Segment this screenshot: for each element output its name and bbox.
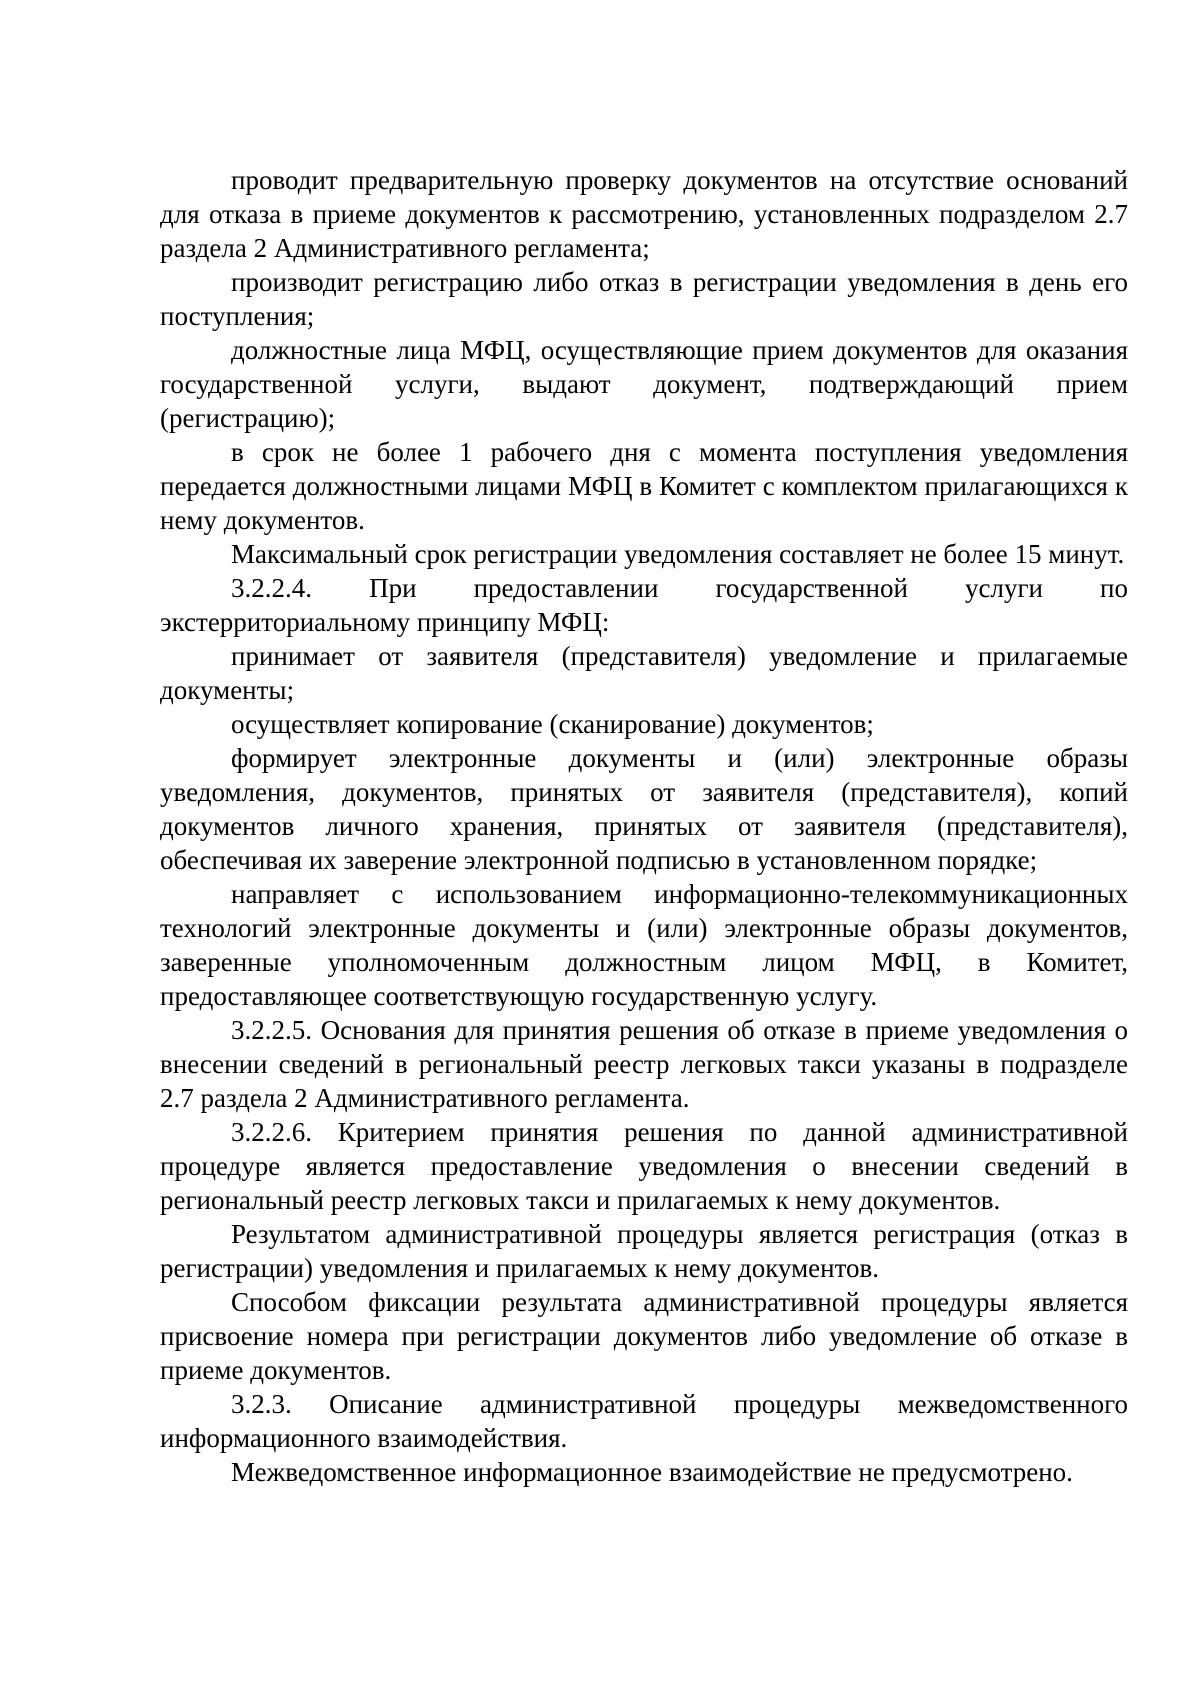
document-page (160, 163, 1128, 1489)
paragraph: Способом фиксации результата административной процедуры является присвоение номера при регистрации документов либо уведомление об отказе в приеме документов. (160, 1287, 1128, 1385)
paragraph: 3.2.2.4. При предоставлении государственной услуги по экстерриториальному принципу МФЦ: (160, 573, 1128, 637)
paragraph: должностные лица МФЦ, осуществляющие прием документов для оказания государственной услуги, выдают документ, подтверждающий прием (регистрацию); (160, 335, 1128, 433)
paragraph: направляет с использованием информационно-телекоммуникационных технологий электронные документы и (или) электронные образы документов, заверенные уполномоченным должностным лицом МФЦ, в Комитет, предоставляющее соответствующую государственную услугу. (160, 879, 1128, 1011)
paragraph: производит регистрацию либо отказ в регистрации уведомления в день его поступления; (160, 267, 1128, 331)
paragraph: формирует электронные документы и (или) электронные образы уведомления, документов, принятых от заявителя (представителя), копий документов личного хранения, принятых от заявителя (представителя), обеспечивая их заверение электронной подписью в установленном порядке; (160, 743, 1128, 875)
paragraph: Результатом административной процедуры является регистрация (отказ в регистрации) уведомления и прилагаемых к нему документов. (160, 1219, 1128, 1283)
paragraph: 3.2.2.6. Критерием принятия решения по данной административной процедуре является предоставление уведомления о внесении сведений в региональный реестр легковых такси и прилагаемых к нему документов. (160, 1117, 1128, 1215)
paragraph: осуществляет копирование (сканирование) документов; (231, 709, 874, 739)
paragraph: Максимальный срок регистрации уведомления составляет не более 15 минут. (231, 539, 1125, 569)
paragraph: проводит предварительную проверку документов на отсутствие оснований для отказа в приеме документов к рассмотрению, установленных подразделом 2.7 раздела 2 Административного регламента; (160, 165, 1128, 263)
paragraph: в срок не более 1 рабочего дня с момента поступления уведомления передается должностными лицами МФЦ в Комитет с комплектом прилагающихся к нему документов. (160, 437, 1128, 535)
paragraph: Межведомственное информационное взаимодействие не предусмотрено. (231, 1457, 1073, 1487)
paragraph: 3.2.2.5. Основания для принятия решения об отказе в приеме уведомления о внесении сведений в региональный реестр легковых такси указаны в подразделе 2.7 раздела 2 Административного регламента. (160, 1015, 1128, 1113)
paragraph: принимает от заявителя (представителя) уведомление и прилагаемые документы; (160, 641, 1128, 705)
paragraph: 3.2.3. Описание административной процедуры межведомственного информационного взаимодействия. (160, 1389, 1128, 1453)
